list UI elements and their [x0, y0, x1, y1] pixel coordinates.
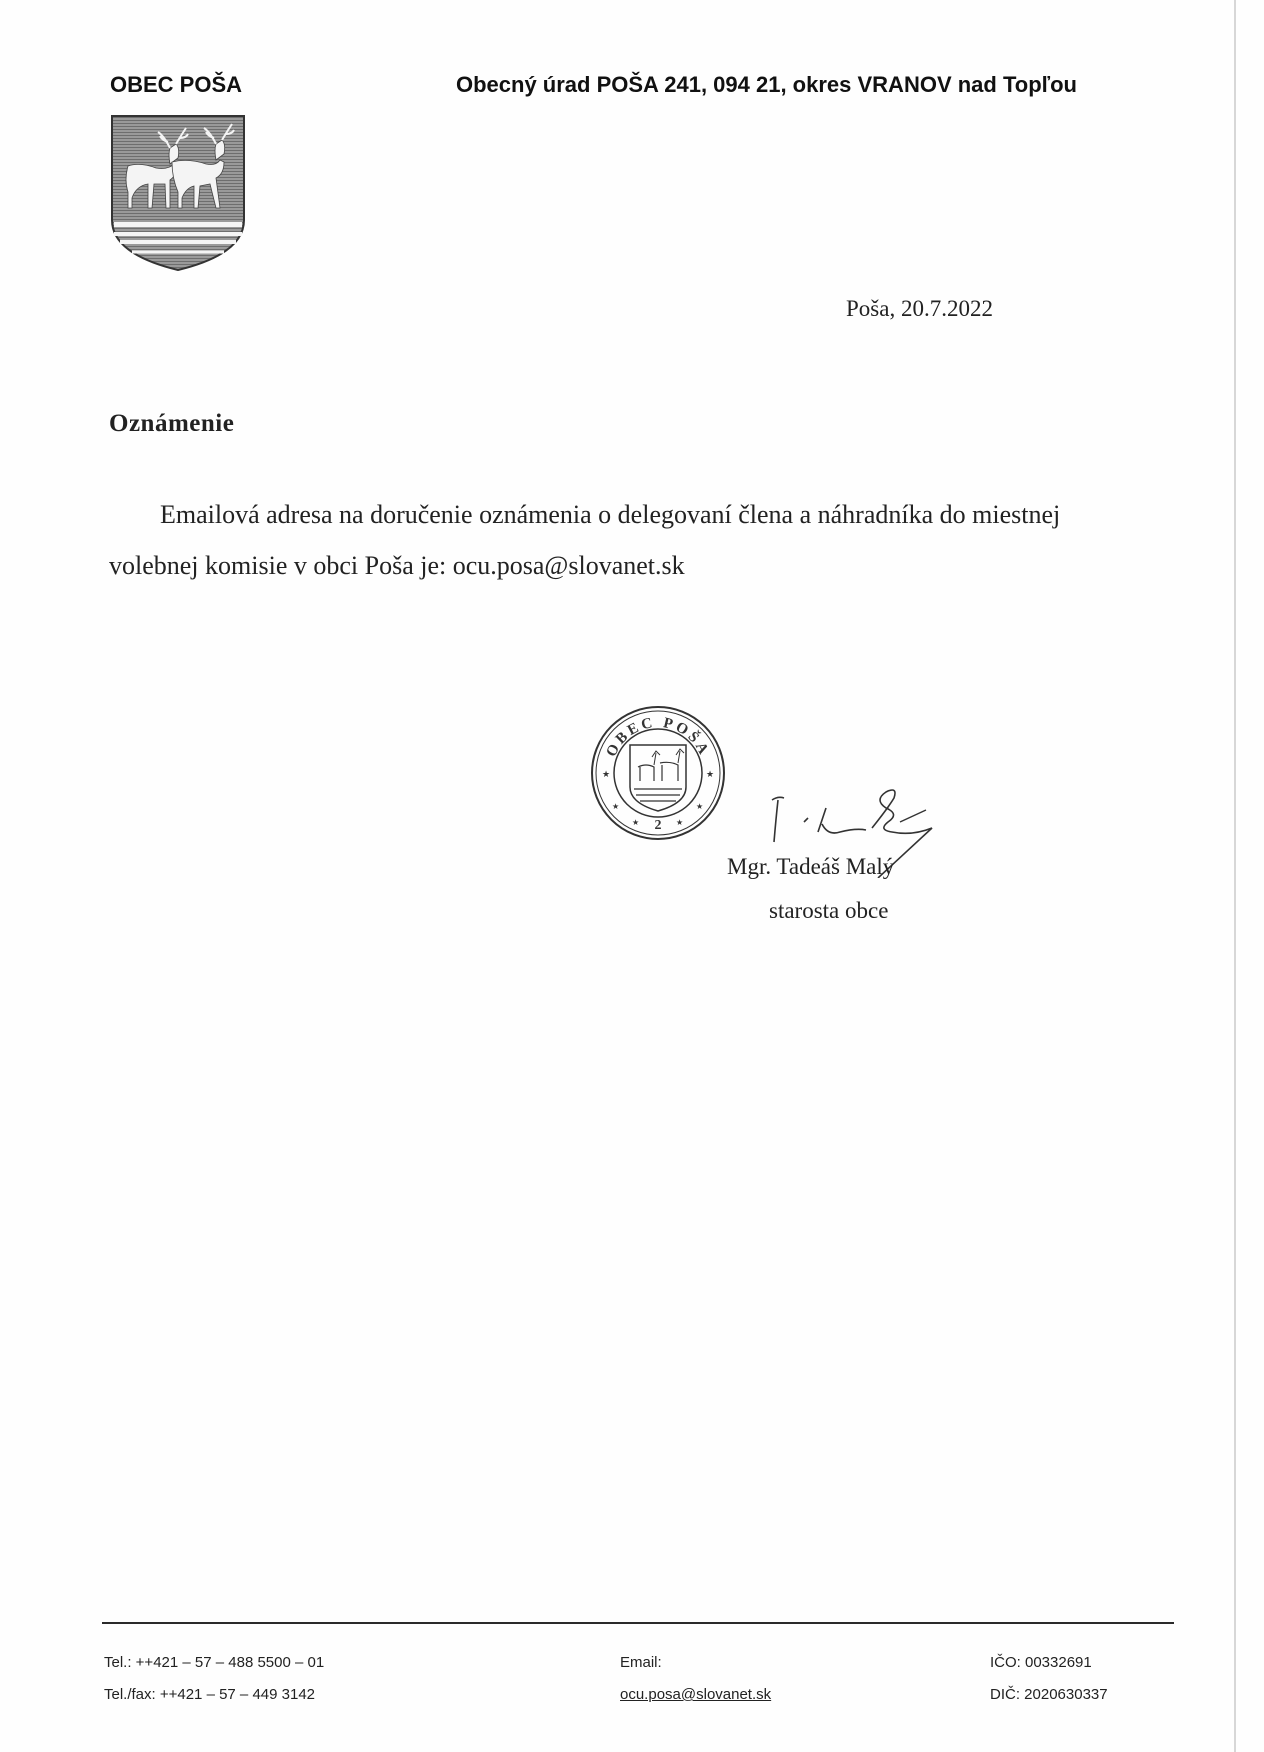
body-text-line-1: Emailová adresa na doručenie oznámenia o delegovaní člena a náhradníka do miestnej — [160, 500, 1061, 529]
stamp-star-icon: ★ — [612, 802, 620, 811]
stamp-text: OBEC POŠA — [603, 714, 713, 760]
date-line: Poša, 20.7.2022 — [846, 296, 993, 321]
footer-phone: Tel.: ++421 – 57 – 488 5500 – 01 — [104, 1654, 325, 1671]
municipality-name: OBEC POŠA — [110, 72, 243, 97]
signer-role: starosta obce — [769, 898, 889, 923]
round-official-stamp-icon — [590, 705, 726, 841]
footer-phone-fax: Tel./fax: ++421 – 57 – 449 3142 — [104, 1686, 316, 1703]
signer-name: Mgr. Tadeáš Malý — [727, 854, 895, 879]
footer-divider — [102, 1622, 1174, 1624]
body-text-line-2: volebnej komisie v obci Poša je: ocu.posa@slovanet.sk — [109, 551, 685, 580]
office-address: Obecný úrad POŠA 241, 094 21, okres VRANOV nad Topľou — [456, 72, 1077, 97]
footer-dic: DIČ: 2020630337 — [990, 1686, 1108, 1703]
scan-edge-line — [1234, 0, 1236, 1752]
stamp-star-icon: ★ — [706, 769, 715, 779]
stamp-star-icon: ★ — [602, 769, 611, 779]
stamp-star-icon: ★ — [632, 818, 640, 827]
document-title: Oznámenie — [109, 410, 235, 437]
coat-of-arms-two-deer-icon — [110, 114, 246, 272]
stamp-star-icon: ★ — [676, 818, 684, 827]
stamp-star-icon: ★ — [696, 802, 704, 811]
footer-ico: IČO: 00332691 — [990, 1654, 1092, 1671]
footer-email-label: Email: — [620, 1654, 662, 1671]
stamp-number: 2 — [654, 818, 662, 833]
footer-email-link[interactable]: ocu.posa@slovanet.sk — [620, 1686, 772, 1703]
